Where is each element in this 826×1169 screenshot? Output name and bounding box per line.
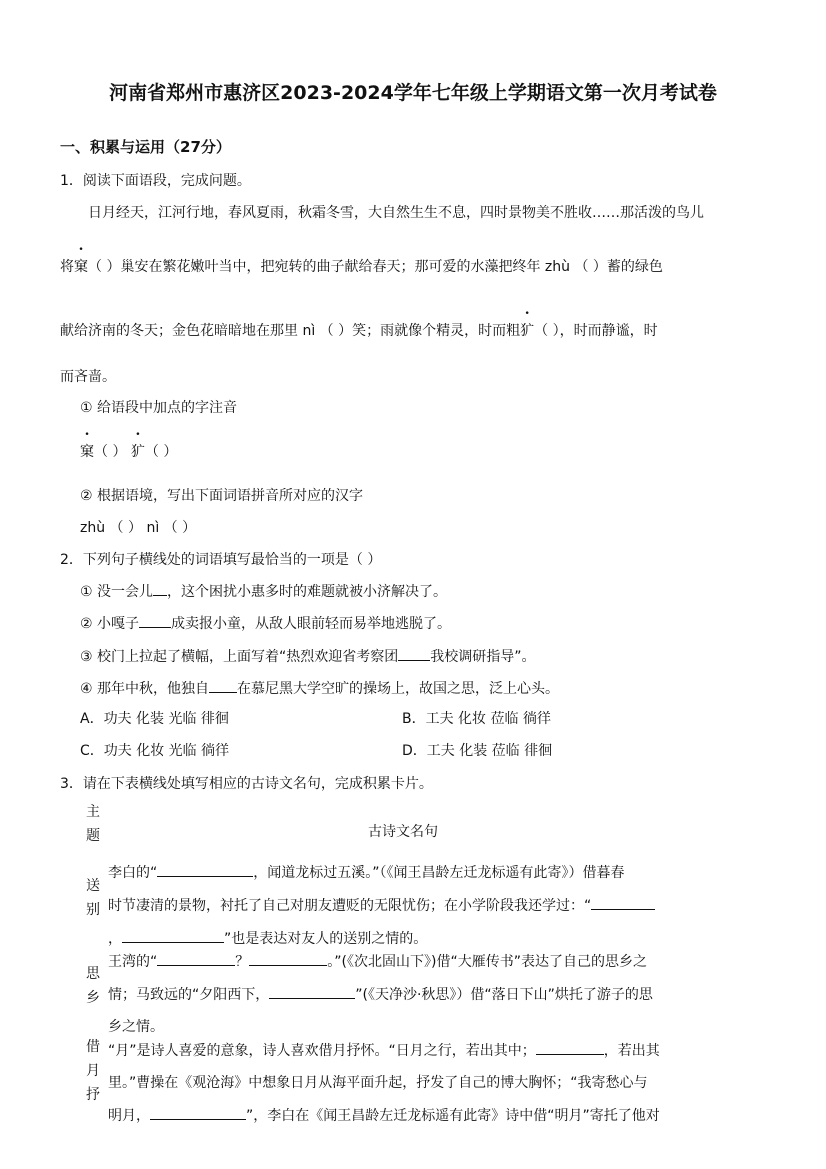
row2-line1 <box>108 950 647 971</box>
passage-text: （ ），时而静谧，时 <box>534 323 658 339</box>
row3-line1 <box>108 1039 660 1060</box>
row3-line2: 里。”曹操在《观沧海》中想象日月从海平面升起，抒发了自己的博大胸怀；“我寄愁心与 <box>108 1075 648 1091</box>
verse-text: 李白的“ <box>108 865 158 881</box>
passage-text: 献给济南的冬天；金色花暗暗地在那里 nì （ ）笑；雨就像个精灵，时而粗 <box>60 323 521 339</box>
sentence-text: ③ 校门上拉起了横幅，上面写着“热烈欢迎省考察团 <box>80 649 399 665</box>
answer-blank[interactable]: （ ） <box>144 444 178 460</box>
fill-blank[interactable] <box>536 1039 604 1055</box>
question-3-stem: 3．请在下表横线处填写相应的古诗文名句，完成积累卡片。 <box>60 776 433 792</box>
option-d[interactable]: D．工夫 化装 莅临 徘徊 <box>402 743 553 759</box>
fill-blank[interactable] <box>153 580 167 596</box>
row1-line2 <box>108 894 655 915</box>
answer-blank[interactable]: （ ） <box>94 444 127 460</box>
verse-text: ”(《天净沙·秋思》）借“落日下山”烘托了游子的思 <box>355 987 653 1003</box>
option-a[interactable]: A．功夫 化装 光临 徘徊 <box>80 711 229 727</box>
question-2-stem: 2．下列句子横线处的词语填写最恰当的一项是（ ） <box>60 552 382 568</box>
section-heading: 一、积累与运用（27分） <box>60 138 231 156</box>
row2-line3: 乡之情。 <box>108 1019 164 1035</box>
verse-text: ，闻道龙标过五溪。”（《闻王昌龄左迁龙标遥有此寄》）借暮春 <box>253 865 625 881</box>
fill-blank[interactable] <box>249 950 327 966</box>
dotted-char: 犷 <box>520 323 535 339</box>
sentence-text: ② 小嘎子 <box>80 616 140 632</box>
row-theme-moon: 借月抒 <box>86 1039 100 1103</box>
passage-line-1: 日月经天，江河行地，春风夏雨，秋霜冬雪，大自然生生不息，四时景物美不胜收……那活泼的鸟儿 <box>88 205 704 221</box>
sentence-3 <box>80 645 536 666</box>
table-header-theme: 主题 <box>86 804 100 844</box>
sentence-text: ，这个困扰小惠多时的难题就被小济解决了。 <box>167 584 448 600</box>
verse-text: 王湾的“ <box>108 954 158 970</box>
passage-line-2 <box>60 256 663 276</box>
subquestion-2-answers[interactable]: zhù （ ） nì （ ） <box>80 520 197 536</box>
row3-line3 <box>108 1104 660 1125</box>
fill-blank[interactable] <box>150 1104 246 1120</box>
verse-text: ，若出其 <box>603 1043 660 1059</box>
subquestion-1: ① 给语段中加点的字注音 <box>80 400 238 416</box>
verse-text: ？ <box>235 954 250 970</box>
sentence-4 <box>80 677 559 698</box>
passage-text: （ ）巢安在繁花嫩叶当中，把宛转的曲子献给春天；那可爱的水藻把终年 zhù （ ）蓄的绿色 <box>88 259 663 275</box>
verse-text: 情；马致远的“夕阳西下， <box>108 987 270 1003</box>
fill-blank[interactable] <box>157 950 235 966</box>
option-c[interactable]: C．功夫 化妆 光临 徜徉 <box>80 743 230 759</box>
sentence-text: ① 没一会儿 <box>80 584 154 600</box>
option-b[interactable]: B．工夫 化妆 莅临 徜徉 <box>402 711 551 727</box>
fill-blank[interactable] <box>139 612 171 628</box>
table-header-verses: 古诗文名句 <box>368 824 438 840</box>
passage-line-4: 而吝啬。 <box>60 369 116 385</box>
sentence-2 <box>80 612 451 633</box>
sentence-text: 成卖报小童，从敌人眼前轻而易举地逃脱了。 <box>171 616 452 632</box>
dotted-char: 窠 <box>80 444 94 460</box>
question-1-stem: 1．阅读下面语段，完成问题。 <box>60 173 251 189</box>
verse-text: ”也是表达对友人的送别之情的。 <box>224 931 428 947</box>
verse-text: 。”(《次北固山下》)借“大雁传书”表达了自己的思乡之 <box>327 954 647 970</box>
sentence-text: 我校调研指导”。 <box>430 649 536 665</box>
row1-line3 <box>108 927 427 948</box>
verse-text: 时节凄清的景物，衬托了自己对朋友遭贬的无限忧伤；在小学阶段我还学过：“ <box>108 898 592 914</box>
subquestion-2: ② 根据语境，写出下面词语拼音所对应的汉字 <box>80 488 363 504</box>
verse-text: ， <box>108 931 122 947</box>
fill-blank[interactable] <box>122 927 224 943</box>
row2-line2 <box>108 983 653 1004</box>
verse-text: ”，李白在《闻王昌龄左迁龙标遥有此寄》诗中借“明月”寄托了他对 <box>246 1108 660 1124</box>
dotted-char: 窠 <box>74 259 88 275</box>
fill-blank[interactable] <box>398 645 430 661</box>
verse-text: 明月， <box>108 1108 150 1124</box>
sentence-text: 在慕尼黑大学空旷的操场上，故国之思，泛上心头。 <box>237 681 560 697</box>
row-theme-farewell: 送别 <box>86 878 100 918</box>
fill-blank[interactable] <box>157 861 253 877</box>
row1-line1 <box>108 861 625 882</box>
row-theme-homesick: 思乡 <box>86 966 100 1006</box>
sentence-text: ④ 那年中秋，他独自 <box>80 681 210 697</box>
fill-blank[interactable] <box>209 677 237 693</box>
page-title: 河南省郑州市惠济区2023-2024学年七年级上学期语文第一次月考试卷 <box>109 82 717 104</box>
subquestion-1-answers <box>80 441 177 461</box>
fill-blank[interactable] <box>269 983 355 999</box>
verse-text: “月”是诗人喜爱的意象，诗人喜欢借月抒怀。“日月之行，若出其中； <box>108 1043 536 1059</box>
passage-line-3 <box>60 320 658 340</box>
passage-text: 将 <box>60 259 74 275</box>
fill-blank[interactable] <box>591 894 655 910</box>
dotted-char: 犷 <box>130 444 145 460</box>
sentence-1 <box>80 580 447 601</box>
